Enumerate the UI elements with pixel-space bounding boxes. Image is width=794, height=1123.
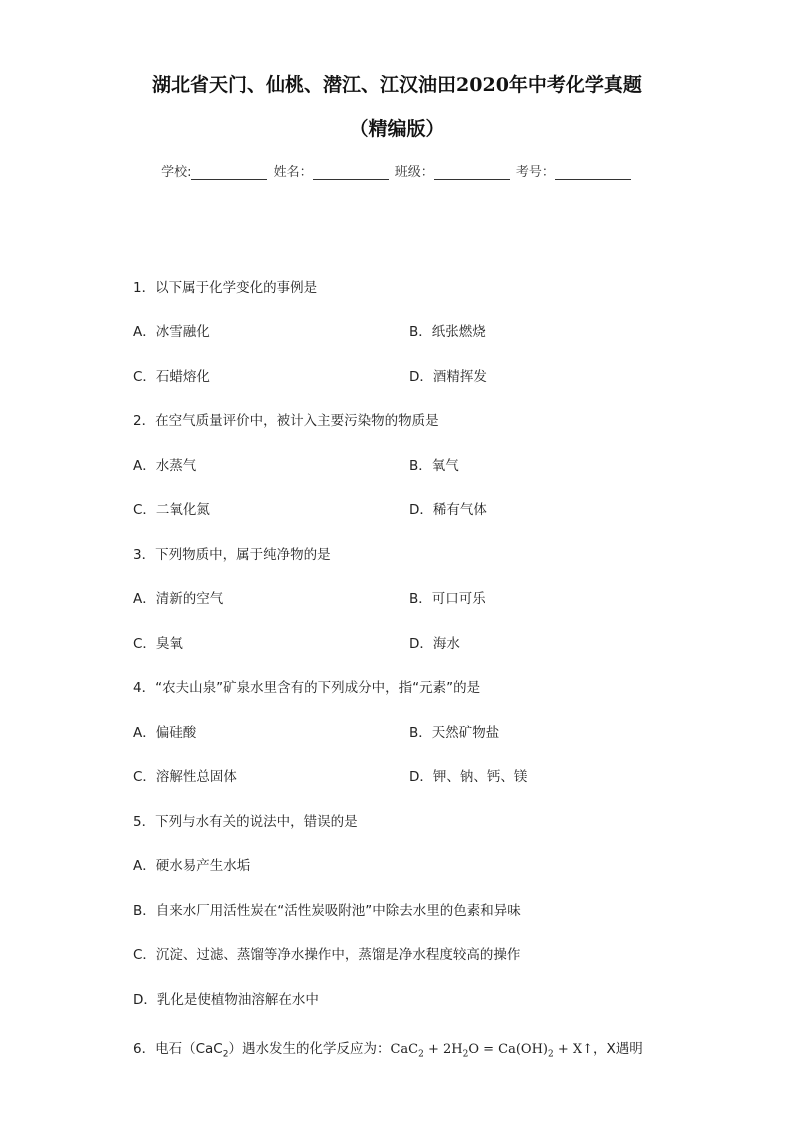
question-4-option-d: D．钾、钠、钙、镁 xyxy=(409,769,528,785)
question-5-stem: 5．下列与水有关的说法中，错误的是 xyxy=(133,814,358,830)
school-blank[interactable] xyxy=(191,165,267,180)
question-1-stem: 1．以下属于化学变化的事例是 xyxy=(133,280,318,296)
question-3-stem: 3．下列物质中，属于纯净物的是 xyxy=(133,547,331,563)
chemical-equation: $CaC_2 + 2H_2O = Ca(OH)_2$ + X↑ xyxy=(390,1042,594,1060)
question-1-option-d: D．酒精挥发 xyxy=(409,369,487,385)
question-4-option-a: A．偏硅酸 xyxy=(133,725,197,741)
question-3-option-d: D．海水 xyxy=(409,636,460,652)
question-5-option-a: A．硬水易产生水垢 xyxy=(133,858,251,874)
class-blank[interactable] xyxy=(434,165,510,180)
question-4-stem: 4．“农夫山泉”矿泉水里含有的下列成分中，指“元素”的是 xyxy=(133,680,481,696)
question-2-option-c: C．二氧化氮 xyxy=(133,502,210,518)
question-3-option-a: A．清新的空气 xyxy=(133,591,224,607)
question-1-option-a: A．冰雪融化 xyxy=(133,324,210,340)
question-2-option-b: B．氧气 xyxy=(409,458,459,474)
question-4-option-b: B．天然矿物盐 xyxy=(409,725,500,741)
question-2-option-d: D．稀有气体 xyxy=(409,502,487,518)
question-1-option-b: B．纸张燃烧 xyxy=(409,324,486,340)
class-label: 班级： xyxy=(394,165,434,180)
exam-no-blank[interactable] xyxy=(555,165,631,180)
document-title: 湖北省天门、仙桃、潜江、江汉油田2020年中考化学真题 xyxy=(152,74,642,96)
question-4-option-c: C．溶解性总固体 xyxy=(133,769,237,785)
question-5-option-c: C．沉淀、过滤、蒸馏等净水操作中，蒸馏是净水程度较高的操作 xyxy=(133,947,521,963)
exam-no-label: 考号： xyxy=(515,165,555,180)
question-2-stem: 2．在空气质量评价中，被计入主要污染物的物质是 xyxy=(133,413,439,429)
name-blank[interactable] xyxy=(313,165,389,180)
question-3-option-b: B．可口可乐 xyxy=(409,591,486,607)
question-6-stem: 6．电石（CaC$_2$）遇水发生的化学反应为：$CaC_2 + 2H_2O = Ca(OH)_2$ + X↑，X遇明 xyxy=(133,1041,643,1060)
question-2-option-a: A．水蒸气 xyxy=(133,458,197,474)
question-5-option-b: B．自来水厂用活性炭在“活性炭吸附池”中除去水里的色素和异味 xyxy=(133,903,521,919)
student-info-row xyxy=(0,161,794,180)
question-3-option-c: C．臭氧 xyxy=(133,636,183,652)
question-1-option-c: C．石蜡熔化 xyxy=(133,369,210,385)
school-label: 学校: xyxy=(161,165,192,180)
question-5-option-d: D．乳化是使植物油溶解在水中 xyxy=(133,992,319,1008)
document-subtitle: （精编版） xyxy=(349,118,445,140)
name-label: 姓名： xyxy=(273,165,313,180)
